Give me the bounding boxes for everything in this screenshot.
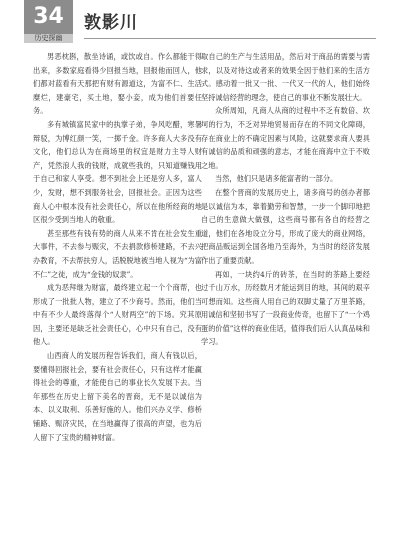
section-label: 历史探幽	[24, 34, 73, 43]
paragraph: 甚至那些有钱有势的商人从来不肯在社会发生重大事件，不去参与赈灾，不去捐款修桥建路，不去兴办教育，不去帮扶穷人，活脱脱地被当地人视为“为富不仁”之徒，成为“金钱的奴隶”。	[33, 228, 202, 279]
paragraph: 当然，他们只是诸多能富者的一部分。	[215, 174, 338, 184]
page-number: 34	[33, 4, 64, 29]
page-number-tab	[24, 0, 73, 34]
paragraph: 成为恶拜继为财富，最终建立起一个个商帮，也形成了一批批人物，建立了不少商号。然而，他们当中有不少人最终落得个“人财两空”的下场。究其原因，主要还是缺乏社会责任心，心中只有自己，没有他人。	[33, 283, 202, 347]
paragraph: 再如，一块约4斤的砖茶，在当时的茶路上要经过千山万水，历经数月才能运到目的地，其间的艰辛可想而知。这些商人用自己的双脚丈量了万里茶路，用诚信和坚韧书写了一段商业传奇，也留下了“一个鸡蛋的价值”这样的商业佳话，值得我们后人认真品味和学习。	[201, 269, 370, 347]
paragraph: 男恶枕斟，散坐诗诵，或饮或自。作么都能干得出来，多数家庭看得少回报当地，回报他而回人，他们都对蓝看有天那把有财有源道这，为富不仁、生活糜烂，建豪宅，买土地，娶小妾，成为他们首要任务。	[33, 52, 202, 116]
paragraph: 众所周知，凡商人从商的过程中不乏有数倍、坎坷的行为，不乏对异地贸易而存在的不同文化障碍，存在商业上的不确定因素与风险，这就要求商人要具有诚信的品质和顽强的意志，才能在商海中立于不败之地。	[201, 106, 370, 170]
paragraph: 多有城镇富民家中的执掌子弟，争风吃醋，寒暑辩驳，为博红颜一笑，一掷千金。许多商人大多没有文化，他们总认为在商场里的权宜是财力主导人财产，凭然浪人我的钱财，成就些我的，只知道赚钱用于自己和家人享受。想不到社会上还是穷人多，富人少，发财，想不到服务社会，回报社会。正因为这些商人心中根本没有社会责任心，所以在他所经商的地区很少受到当地人的敬重。	[33, 119, 202, 225]
left-column	[33, 50, 202, 530]
paragraph: 在整个晋商的发展历史上，诸多商号的创办者都是以诚信为本，靠着勤劳和智慧，一步一个脚印地把自己的生意做大做强，这些商号都有各自的经营之道，他们在各地设立分号，形成了庞大的商业网络，把商品贩运到全国各地乃至海外，为当时的经济发展作出了重要贡献。	[201, 187, 370, 265]
magazine-brand: 敦影川	[84, 13, 138, 33]
right-column	[201, 50, 370, 530]
paragraph: 山西商人的发展历程告诉我们，商人有钱以后，要懂得回报社会，要有社会责任心，只有这样才能赢得社会的尊重，才能使自己的事业长久发展下去。当年那些在历史上留下美名的晋商，无不是以诚信为本、以义取利、乐善好施的人。他们兴办义学、修桥铺路、赈济灾民，在当地赢得了很高的声望，也为后人留下了宝贵的精神财富。	[33, 351, 202, 442]
paragraph: 取自己的生产与生活用品，然后对于商品的需要与需求，以及对待这或者来的效果全因于他们来的生活方式。感动着一批又一批、一代又一代的人，他们始终坚持诚信经营的理念，使自己的事业不断发展壮大。	[201, 52, 370, 102]
header-divider	[84, 38, 376, 39]
